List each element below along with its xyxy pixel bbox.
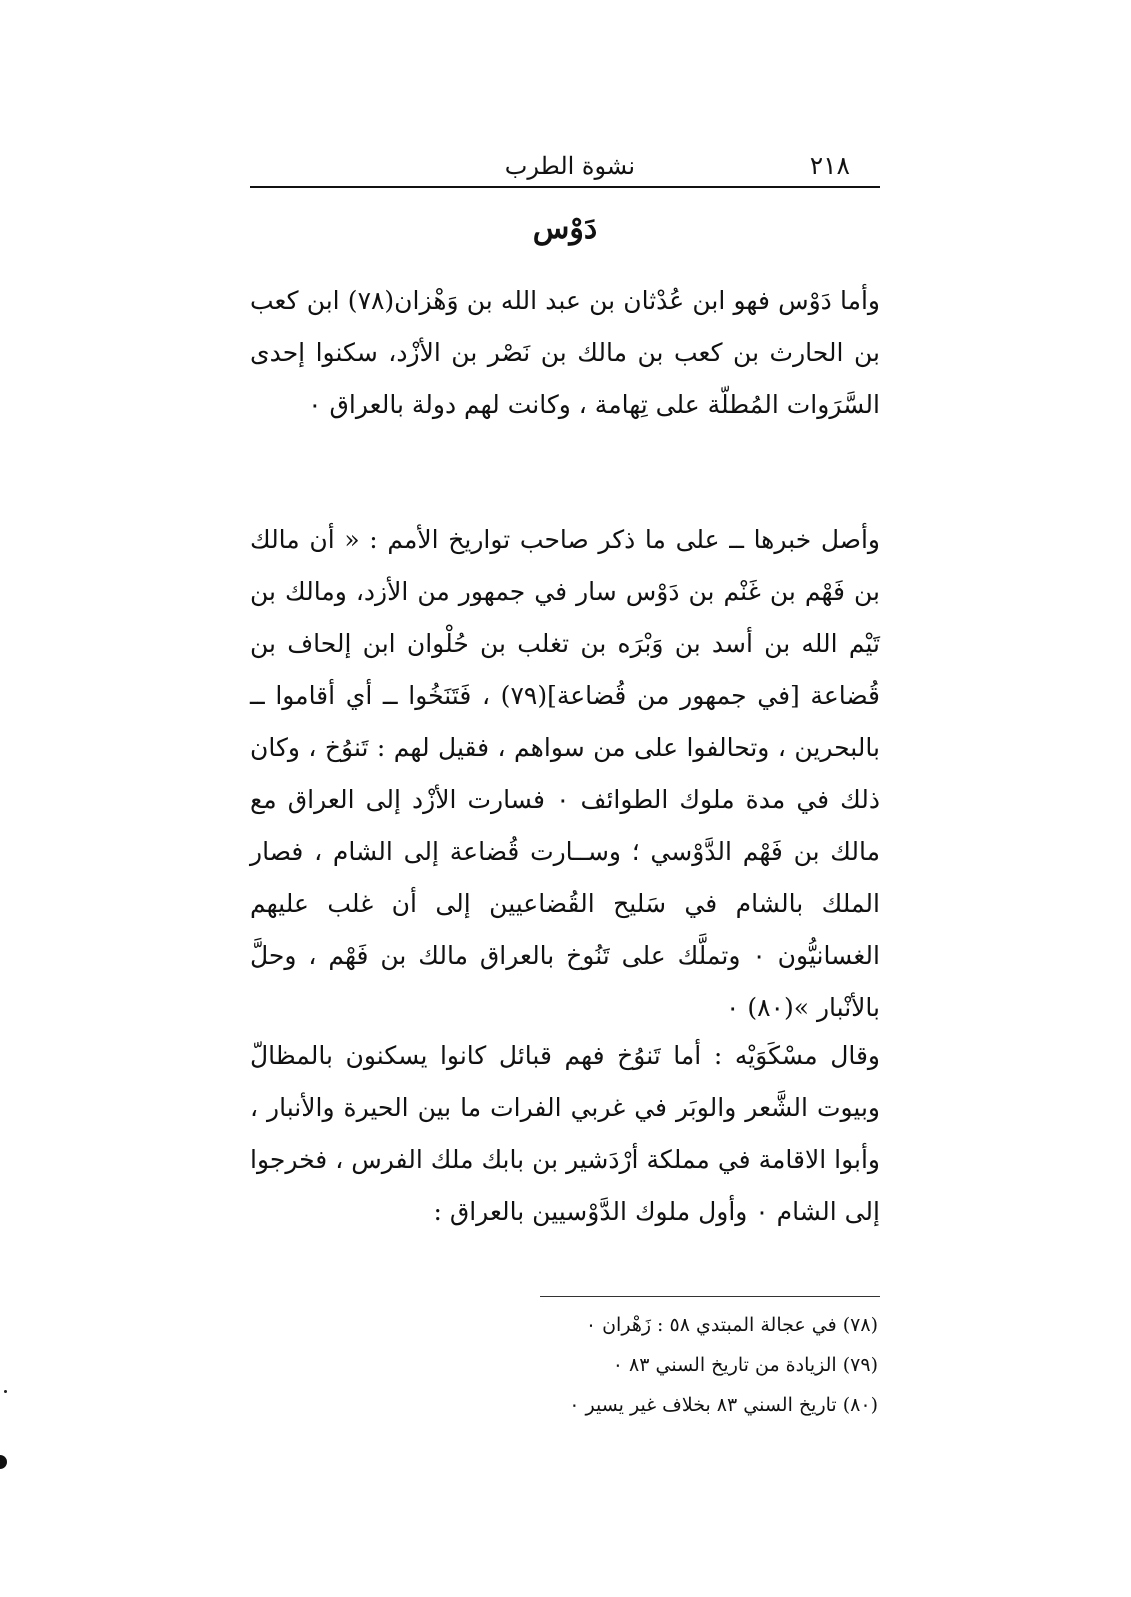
page-header bbox=[250, 150, 880, 188]
section-title: دَوْس bbox=[532, 211, 598, 246]
footnotes bbox=[250, 1305, 880, 1425]
paragraph-3: وقال مسْكَوَيْه : أما تَنوُخ فهم قبائل كانوا يسكنون بالمظالّ وبيوت الشَّعر والوبَر في غربي الفرات ما بين الحيرة والأنبار ، وأبوا الاقامة في مملكة أرْدَشير بن بابك ملك الفرس ، فخرجوا إلى الشام ٠ وأول ملوك الدَّوْسيين بالعراق : bbox=[250, 1041, 880, 1226]
paragraph-1: وأما دَوْس فهو ابن عُدْثان بن عبد الله بن وَهْزان(٧٨) ابن كعب بن الحارث بن كعب بن مالك بن نَصْر بن الأزْد، سكنوا إحدى السَّرَوات المُطلّة على تِهامة ، وكانت لهم دولة بالعراق ٠ bbox=[250, 286, 880, 419]
running-title: نشوة الطرب bbox=[504, 152, 635, 180]
scan-edge-mark bbox=[0, 1455, 7, 1469]
scan-speck bbox=[4, 1390, 7, 1393]
page-number: ٢١٨ bbox=[809, 151, 850, 180]
footnote-80: (٨٠) تاريخ السني ٨٣ بخلاف غير يسير ٠ bbox=[569, 1394, 878, 1416]
footnote-divider bbox=[540, 1296, 880, 1297]
footnote-79: (٧٩) الزيادة من تاريخ السني ٨٣ ٠ bbox=[612, 1354, 878, 1376]
footnote-78: (٧٨) في عجالة المبتدي ٥٨ : زَهْران ٠ bbox=[585, 1314, 878, 1336]
paragraph-2: وأصل خبرها ــ على ما ذكر صاحب تواريخ الأمم : « أن مالك بن فَهْم بن غَنْم بن دَوْس سار في جمهور من الأزد، ومالك بن تَيْم الله بن أسد بن وَبْرَه بن تغلب بن حُلْوان ابن إلحاف بن قُضاعة [في جمهور من قُضاعة](٧٩) ، فَتَنَخُوا ــ أي أقاموا ــ بالبحرين ، وتحالفوا على من سواهم ، فقيل لهم : تَنوُخ ، وكان ذلك في مدة ملوك الطوائف ٠ فسارت الأزْد إلى العراق مع مالك بن فَهْم الدَّوْسي ؛ وســارت قُضاعة إلى الشام ، فصار الملك بالشام في سَليح القُضاعيين إلى أن غلب عليهم الغسانيُّون ٠ وتملَّك على تَنُوخ بالعراق مالك بن فَهْم ، وحلَّ بالأنْبار »(٨٠) ٠ bbox=[250, 525, 881, 1022]
